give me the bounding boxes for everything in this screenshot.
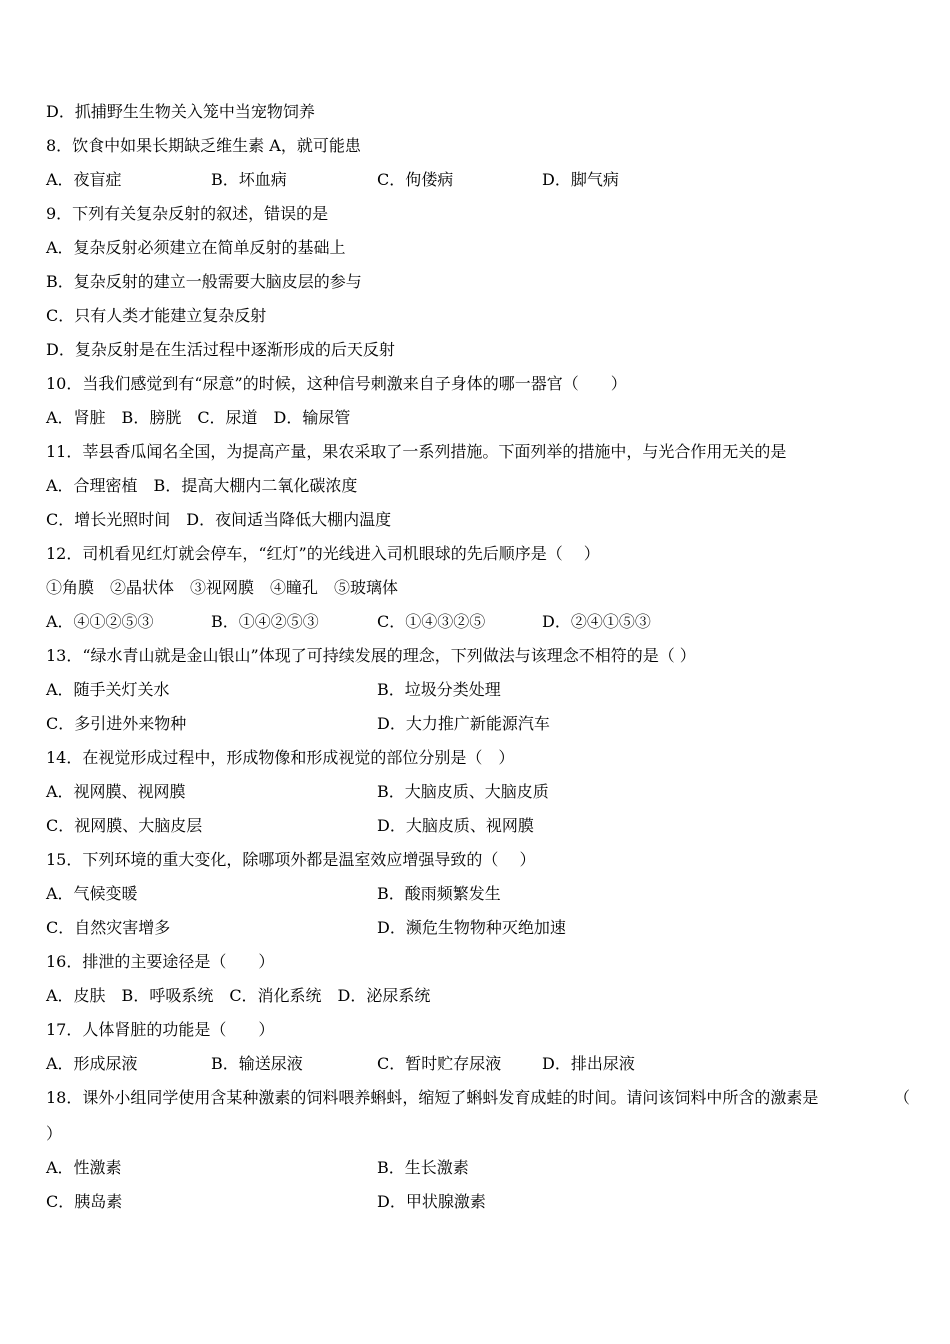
q16-options: A．皮肤 B．呼吸系统 C．消化系统 D．泌尿系统 [46,986,431,1005]
q18-paren-open: （ [894,1088,911,1107]
q15-option-b: B．酸雨频繁发生 [377,884,501,903]
q15-option-d: D．濒危生物物种灭绝加速 [377,918,566,937]
q14-option-a: A．视网膜、视网膜 [46,782,186,801]
q12-option-c: C．①④③②⑤ [377,612,486,631]
q17-stem: 17．人体肾脏的功能是（ ） [46,1020,275,1039]
q8-stem: 8．饮食中如果长期缺乏维生素 A，就可能患 [46,136,361,155]
q8-option-d: D．脚气病 [542,170,619,189]
q12-option-b: B．①④②⑤③ [211,612,319,631]
q18-paren-close: ） [46,1124,63,1143]
q17-option-b: B．输送尿液 [211,1054,303,1073]
q10-stem: 10．当我们感觉到有“尿意”的时候，这种信号刺激来自子身体的哪一器官（ ） [46,374,627,393]
q9-option-a: A．复杂反射必须建立在简单反射的基础上 [46,238,346,257]
q11-options-cd: C．增长光照时间 D．夜间适当降低大棚内温度 [46,510,392,529]
q18-option-a: A．性激素 [46,1158,122,1177]
q14-option-b: B．大脑皮质、大脑皮质 [377,782,549,801]
q9-stem: 9．下列有关复杂反射的叙述，错误的是 [46,204,329,223]
q13-option-b: B．垃圾分类处理 [377,680,501,699]
q16-stem: 16．排泄的主要途径是（ ） [46,952,275,971]
q18-stem: 18．课外小组同学使用含某种激素的饲料喂养蝌蚪，缩短了蝌蚪发育成蛙的时间。请问该饲料中所含的激素是 [46,1088,819,1107]
q11-stem: 11．莘县香瓜闻名全国，为提高产量，果农采取了一系列措施。下面列举的措施中，与光合作用无关的是 [46,442,787,461]
q9-option-b: B．复杂反射的建立一般需要大脑皮层的参与 [46,272,362,291]
q17-option-d: D．排出尿液 [542,1054,635,1073]
q14-stem: 14．在视觉形成过程中，形成物像和形成视觉的部位分别是（ ） [46,748,515,767]
q8-option-b: B．坏血病 [211,170,287,189]
q9-option-c: C．只有人类才能建立复杂反射 [46,306,267,325]
q17-option-a: A．形成尿液 [46,1054,138,1073]
q14-option-d: D．大脑皮质、视网膜 [377,816,534,835]
q15-stem: 15．下列环境的重大变化，除哪项外都是温室效应增强导致的（ ） [46,850,536,869]
q12-parts: ①角膜 ②晶状体 ③视网膜 ④瞳孔 ⑤玻璃体 [46,578,399,597]
q12-option-a: A．④①②⑤③ [46,612,154,631]
q13-option-a: A．随手关灯关水 [46,680,170,699]
q12-option-d: D．②④①⑤③ [542,612,651,631]
q18-option-c: C．胰岛素 [46,1192,123,1211]
q17-option-c: C．暂时贮存尿液 [377,1054,502,1073]
q14-option-c: C．视网膜、大脑皮层 [46,816,203,835]
q18-option-b: B．生长激素 [377,1158,469,1177]
q13-option-c: C．多引进外来物种 [46,714,187,733]
q8-option-c: C．佝偻病 [377,170,454,189]
q12-stem: 12．司机看见红灯就会停车，“红灯”的光线进入司机眼球的先后顺序是（ ） [46,544,600,563]
q10-options: A．肾脏 B．膀胱 C．尿道 D．输尿管 [46,408,351,427]
q18-option-d: D．甲状腺激素 [377,1192,486,1211]
q7-option-d: D．抓捕野生生物关入笼中当宠物饲养 [46,102,315,121]
q9-option-d: D．复杂反射是在生活过程中逐渐形成的后天反射 [46,340,395,359]
q13-option-d: D．大力推广新能源汽车 [377,714,550,733]
q15-option-a: A．气候变暖 [46,884,138,903]
q11-options-ab: A．合理密植 B．提高大棚内二氧化碳浓度 [46,476,358,495]
q15-option-c: C．自然灾害增多 [46,918,171,937]
q8-option-a: A．夜盲症 [46,170,122,189]
q13-stem: 13．“绿水青山就是金山银山”体现了可持续发展的理念，下列做法与该理念不相符的是（ ） [46,646,696,665]
